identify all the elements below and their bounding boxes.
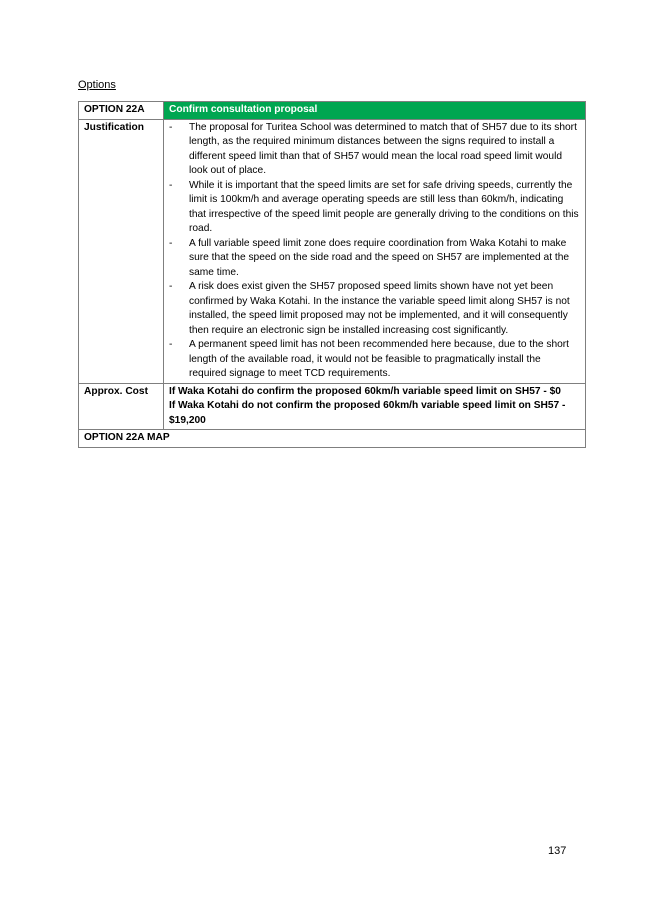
cost-label: Approx. Cost [79, 383, 164, 430]
option-label: OPTION 22A [79, 102, 164, 120]
cost-cell [164, 383, 586, 430]
justification-cell [164, 119, 586, 383]
cost-line: If Waka Kotahi do not confirm the proposed 60km/h variable speed limit on SH57 - $19,200 [169, 400, 566, 426]
option-title: Confirm consultation proposal [164, 102, 586, 120]
justification-point: - The proposal for Turitea School was determined to match that of SH57 due to its short length, as the required minimum distances between the signs required to install a different speed limit than that of SH57 would mean the local road speed limit would look out of place. [169, 121, 580, 179]
map-label: OPTION 22A MAP [79, 430, 586, 448]
map-row [79, 430, 586, 448]
section-heading: Options [78, 79, 116, 91]
cost-line: If Waka Kotahi do confirm the proposed 60km/h variable speed limit on SH57 - $0 [169, 385, 561, 397]
page-number: 137 [548, 845, 567, 857]
justification-point: - A risk does exist given the SH57 proposed speed limits shown have not yet been confirmed by Waka Kotahi. In the instance the variable speed limit along SH57 is not installed, the speed limit proposed may not be implemented, and it will consequently then require an electronic sign be installed increasing cost significantly. [169, 280, 580, 338]
cost-row [79, 383, 586, 430]
justification-point: - While it is important that the speed limits are set for safe driving speeds, currently the limit is 100km/h and average operating speeds are still less than 60km/h, indicating that irrespective of the speed limit people are generally driving to the conditions on this road. [169, 179, 580, 237]
option-header-row [79, 102, 586, 120]
option-table [78, 101, 586, 448]
justification-label: Justification [79, 119, 164, 383]
justification-row [79, 119, 586, 383]
justification-list [169, 121, 580, 382]
justification-point: - A full variable speed limit zone does require coordination from Waka Kotahi to make sure that the speed on the side road and the speed on SH57 are implemented at the same time. [169, 237, 580, 281]
justification-point: - A permanent speed limit has not been recommended here because, due to the short length of the available road, it would not be feasible to pragmatically install the required signage to meet TCD requirements. [169, 338, 580, 382]
